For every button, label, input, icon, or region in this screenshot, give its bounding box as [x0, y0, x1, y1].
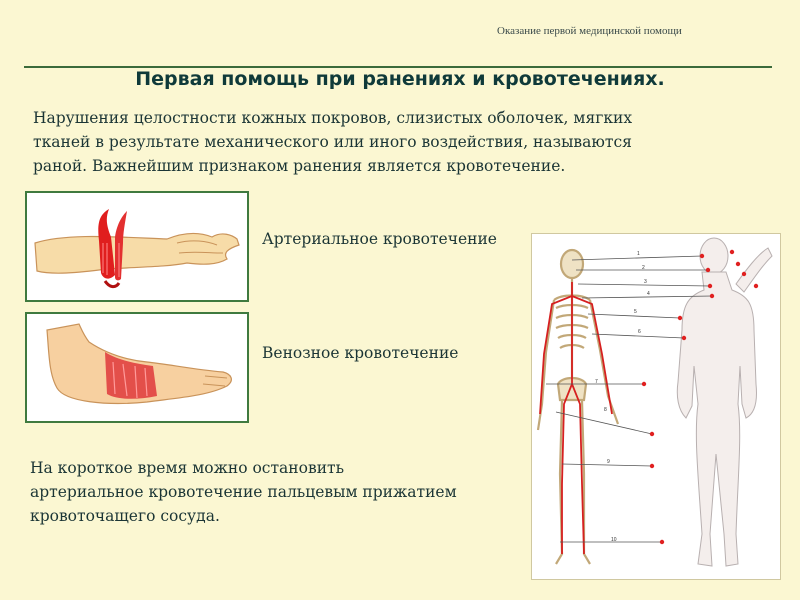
leader-number: 4 — [647, 291, 650, 297]
arterial-illustration — [25, 191, 249, 302]
pressure-point — [742, 272, 746, 276]
pressure-point — [730, 250, 734, 254]
intro-line-3: раной. Важнейшим признаком ранения является кровотечение. — [33, 157, 566, 175]
pressure-point — [682, 336, 686, 340]
header-subtitle: Оказание первой медицинской помощи — [497, 25, 682, 37]
pressure-point — [708, 284, 712, 288]
leader-number: 6 — [638, 329, 641, 335]
note-line-2: артериальное кровотечение пальцевым прижатием — [30, 483, 457, 501]
leader-number: 2 — [642, 265, 645, 271]
leader-number: 8 — [604, 407, 607, 413]
note-line-3: кровоточащего сосуда. — [30, 507, 220, 525]
slide-title: Первая помощь при ранениях и кровотечениях. — [135, 68, 665, 90]
arterial-label: Артериальное кровотечение — [262, 230, 497, 248]
pressure-point — [710, 294, 714, 298]
leader-number: 7 — [595, 379, 598, 385]
pressure-point — [678, 316, 682, 320]
leader-number: 10 — [611, 537, 617, 543]
pressure-point — [736, 262, 740, 266]
intro-paragraph — [33, 106, 733, 178]
pressure-note — [30, 456, 530, 528]
pressure-point — [700, 254, 704, 258]
leader-line — [556, 412, 652, 434]
venous-illustration — [25, 312, 249, 423]
pressure-point — [650, 432, 654, 436]
pressure-point — [642, 382, 646, 386]
intro-line-2: тканей в результате механического или иного воздействия, называются — [33, 133, 632, 151]
note-line-1: На короткое время можно остановить — [30, 459, 345, 477]
leader-number: 1 — [637, 251, 640, 257]
pressure-point — [754, 284, 758, 288]
leader-number: 5 — [634, 309, 637, 315]
leader-number: 9 — [607, 459, 610, 465]
pressure-point — [660, 540, 664, 544]
pressure-point — [650, 464, 654, 468]
intro-line-1: Нарушения целостности кожных покровов, слизистых оболочек, мягких — [33, 109, 633, 127]
leader-number: 3 — [644, 279, 647, 285]
anatomy-pressure-points-figure — [531, 233, 781, 580]
venous-label: Венозное кровотечение — [262, 344, 459, 362]
pressure-point — [706, 268, 710, 272]
